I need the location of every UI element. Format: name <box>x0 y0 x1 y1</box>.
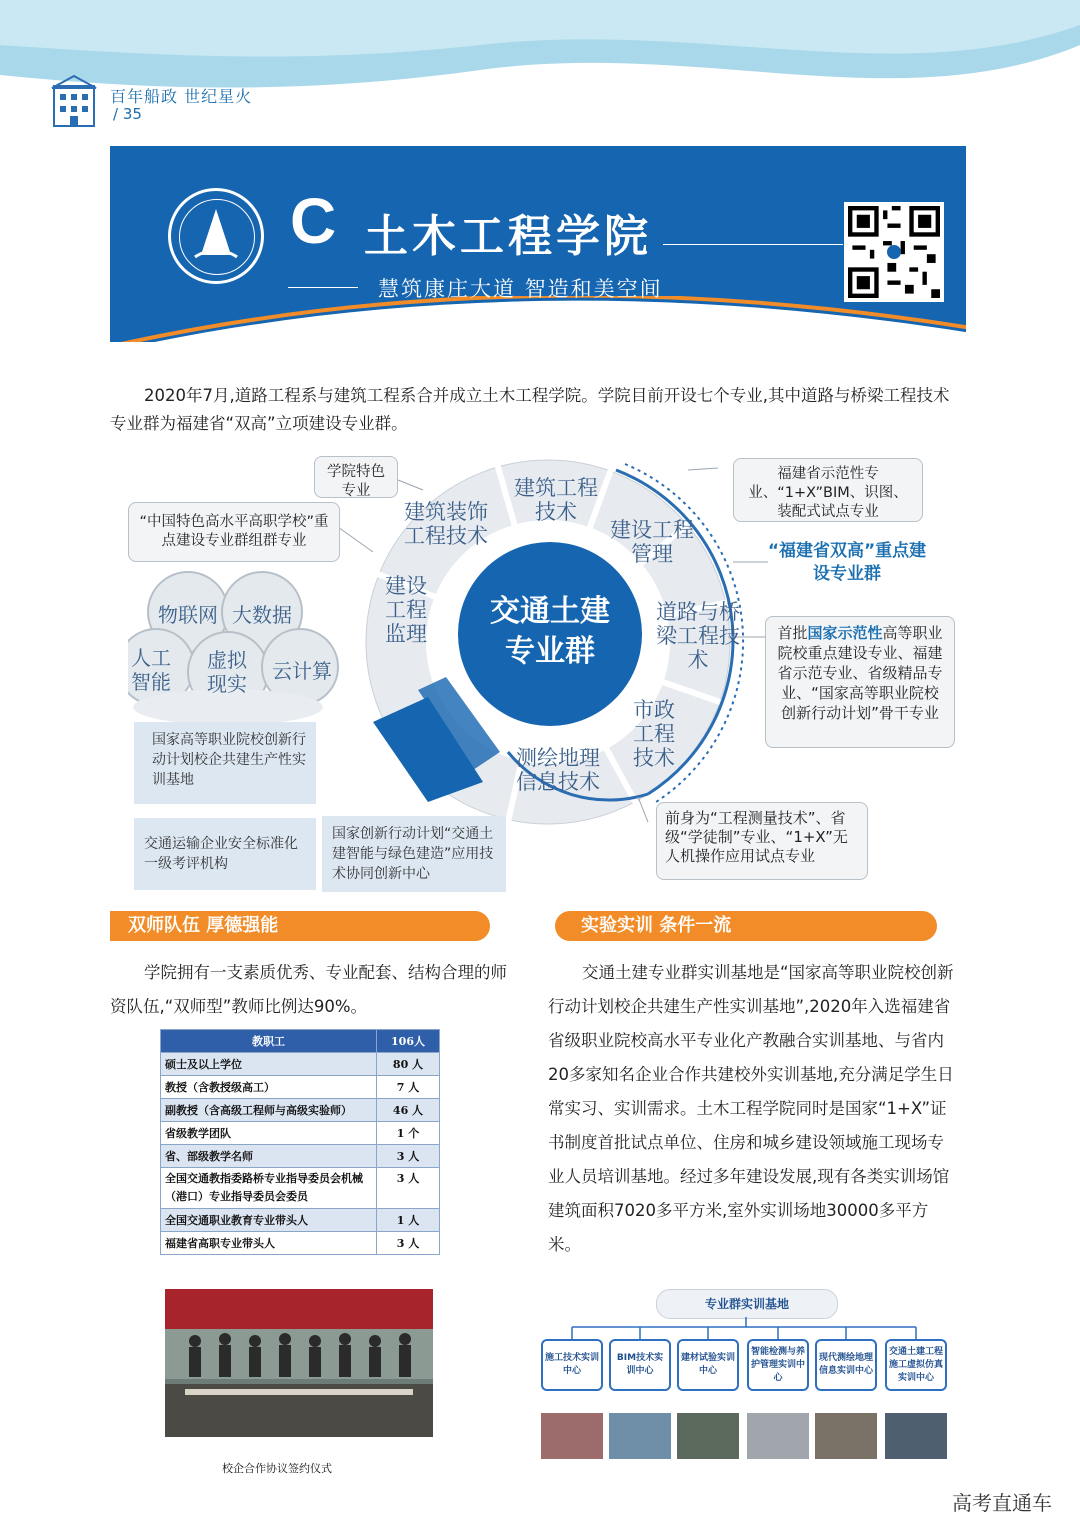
base-photo-4 <box>747 1413 809 1459</box>
building-icon <box>50 72 98 128</box>
base-center-simulation: 交通土建工程施工虚拟仿真实训中心 <box>885 1339 947 1391</box>
table-cell-value: 46 人 <box>377 1099 440 1122</box>
table-cell-value: 3 人 <box>377 1145 440 1168</box>
header-title: 百年船政 世纪星火 <box>110 87 253 106</box>
base-chart-title: 专业群实训基地 <box>656 1289 838 1319</box>
section-heading-faculty: 双师队伍 厚德强能 <box>110 911 490 941</box>
banner-letter: C <box>290 185 337 257</box>
note-road-prefix: 首批 <box>777 624 808 642</box>
note-innovation-center: 国家创新行动计划“交通土建智能与绿色建造”应用技术协同创新中心 <box>322 816 506 892</box>
banner-subtitle: 慧筑康庄大道 智造和美空间 <box>378 277 663 301</box>
wheel-label-decoration: 建筑装饰工程技术 <box>404 500 488 548</box>
table-row <box>161 1076 440 1099</box>
intro-paragraph: 2020年7月,道路工程系与建筑工程系合并成立土木工程学院。学院目前开设七个专业,其中道路与桥梁工程技术专业群为福建省“双高”立项建设专业群。 <box>110 386 950 433</box>
table-cell-label: 全国交通教指委路桥专业指导委员会机械（港口）专业指导委员会委员 <box>161 1168 377 1209</box>
tech-ai: 人工智能 <box>131 646 171 694</box>
college-banner <box>110 146 966 342</box>
faculty-table <box>160 1029 440 1255</box>
note-double-high: “福建省双高”重点建设专业群 <box>767 541 927 584</box>
table-cell-label: 省级教学团队 <box>161 1122 377 1145</box>
table-row <box>161 1053 440 1076</box>
table-cell-label: 福建省高职专业带头人 <box>161 1232 377 1255</box>
table-cell-value: 3 人 <box>377 1168 440 1209</box>
tech-vr: 虚拟现实 <box>207 648 247 696</box>
wheel-label-management: 建设工程管理 <box>610 518 694 566</box>
banner-rule <box>663 244 843 245</box>
base-photo-1 <box>541 1413 603 1459</box>
table-row <box>161 1168 440 1209</box>
note-demo-1x: 福建省示范性专业、“1+X”BIM、识图、装配式试点专业 <box>733 458 923 522</box>
base-center-bim: BIM技术实训中心 <box>609 1339 671 1391</box>
base-photo-3 <box>677 1413 739 1459</box>
qr-code-icon[interactable] <box>844 202 944 302</box>
table-cell-value: 3 人 <box>377 1232 440 1255</box>
note-china-high-level: “中国特色高水平高职学校”重点建设专业群组群专业 <box>128 502 340 562</box>
base-center-materials: 建材试验实训中心 <box>677 1339 739 1391</box>
base-center-construction: 施工技术实训中心 <box>541 1339 603 1391</box>
wheel-label-survey: 测绘地理信息技术 <box>516 746 600 794</box>
note-road-rest: 高等职业院校重点建设专业、福建省示范专业、省级精品专业、“国家高等职业院校创新行动计划”骨干专业 <box>777 624 943 722</box>
note-base-training: 国家高等职业院校创新行动计划校企共建生产性实训基地 <box>134 722 316 804</box>
college-logo <box>168 188 264 284</box>
table-cell-label: 全国交通职业教育专业带头人 <box>161 1209 377 1232</box>
section-heading-training: 实验实训 条件一流 <box>555 911 937 941</box>
table-header <box>161 1030 440 1053</box>
table-cell-label: 副教授（含高级工程师与高级实验师） <box>161 1099 377 1122</box>
base-chart-connectors <box>540 1317 960 1341</box>
table-cell-value: 1 个 <box>377 1122 440 1145</box>
table-cell-label: 省、部级教学名师 <box>161 1145 377 1168</box>
footer-watermark: 高考直通车 <box>952 1491 1052 1515</box>
wheel-label-road-bridge: 道路与桥梁工程技术 <box>656 600 740 672</box>
table-cell-value: 7 人 <box>377 1076 440 1099</box>
note-safety-assessment: 交通运输企业安全标准化一级考评机构 <box>134 818 316 890</box>
table-cell-label: 硕士及以上学位 <box>161 1053 377 1076</box>
base-center-survey: 现代测绘地理信息实训中心 <box>815 1339 877 1391</box>
table-row <box>161 1145 440 1168</box>
training-paragraph: 交通土建专业群实训基地是“国家高等职业院校创新行动计划校企共建生产性实训基地”,2020年入选福建省省级职业院校高水平专业化产教融合实训基地、与省内20多家知名企业合作共建校外实训基地,充分满足学生日常实习、实训需求。土木工程学院同时是国家“1+X”证书制度首批试点单位、住房和城乡建设领域施工现场专业人员培训基地。经过多年建设发展,现有各类实训场馆建筑面积7020多平方米,室外实训场地30000多平方米。 <box>548 963 954 1254</box>
table-header-value: 106人 <box>377 1030 440 1053</box>
base-photo-5 <box>815 1413 877 1459</box>
wheel-label-municipal: 市政工程技术 <box>633 698 675 770</box>
banner-title: 土木工程学院 <box>364 211 652 262</box>
base-photo-2 <box>609 1413 671 1459</box>
tech-iot: 物联网 <box>158 603 218 627</box>
major-cluster-diagram <box>128 452 958 897</box>
tech-bigdata: 大数据 <box>232 603 292 627</box>
table-cell-value: 1 人 <box>377 1209 440 1232</box>
table-cell-label: 教授（含教授级高工） <box>161 1076 377 1099</box>
note-road-bridge <box>765 616 955 748</box>
tech-cloud: 云计算 <box>272 659 332 683</box>
table-row <box>161 1209 440 1232</box>
table-row <box>161 1232 440 1255</box>
note-feature: 学院特色专业 <box>314 456 398 498</box>
table-header-label: 教职工 <box>161 1030 377 1053</box>
base-photo-6 <box>885 1413 947 1459</box>
banner-rule-left <box>288 287 358 288</box>
wheel-label-supervision: 建设工程监理 <box>385 574 427 646</box>
cluster-center-label: 交通土建专业群 <box>490 594 610 669</box>
table-row <box>161 1122 440 1145</box>
wheel-label-construction: 建筑工程技术 <box>514 476 598 524</box>
page-number: / 35 <box>113 105 142 123</box>
faculty-paragraph: 学院拥有一支素质优秀、专业配套、结构合理的师资队伍,“双师型”教师比例达90%。 <box>110 963 507 1016</box>
photo-caption: 校企合作协议签约仪式 <box>222 1462 332 1475</box>
table-row <box>161 1099 440 1122</box>
table-cell-value: 80 人 <box>377 1053 440 1076</box>
header-wave <box>0 0 1080 140</box>
base-center-inspection: 智能检测与养护管理实训中心 <box>747 1339 809 1391</box>
note-road-highlight: 国家示范性 <box>807 624 883 642</box>
note-survey: 前身为“工程测量技术”、省级“学徒制”专业、“1+X”无人机操作应用试点专业 <box>656 802 868 880</box>
signing-ceremony-photo <box>165 1289 433 1437</box>
